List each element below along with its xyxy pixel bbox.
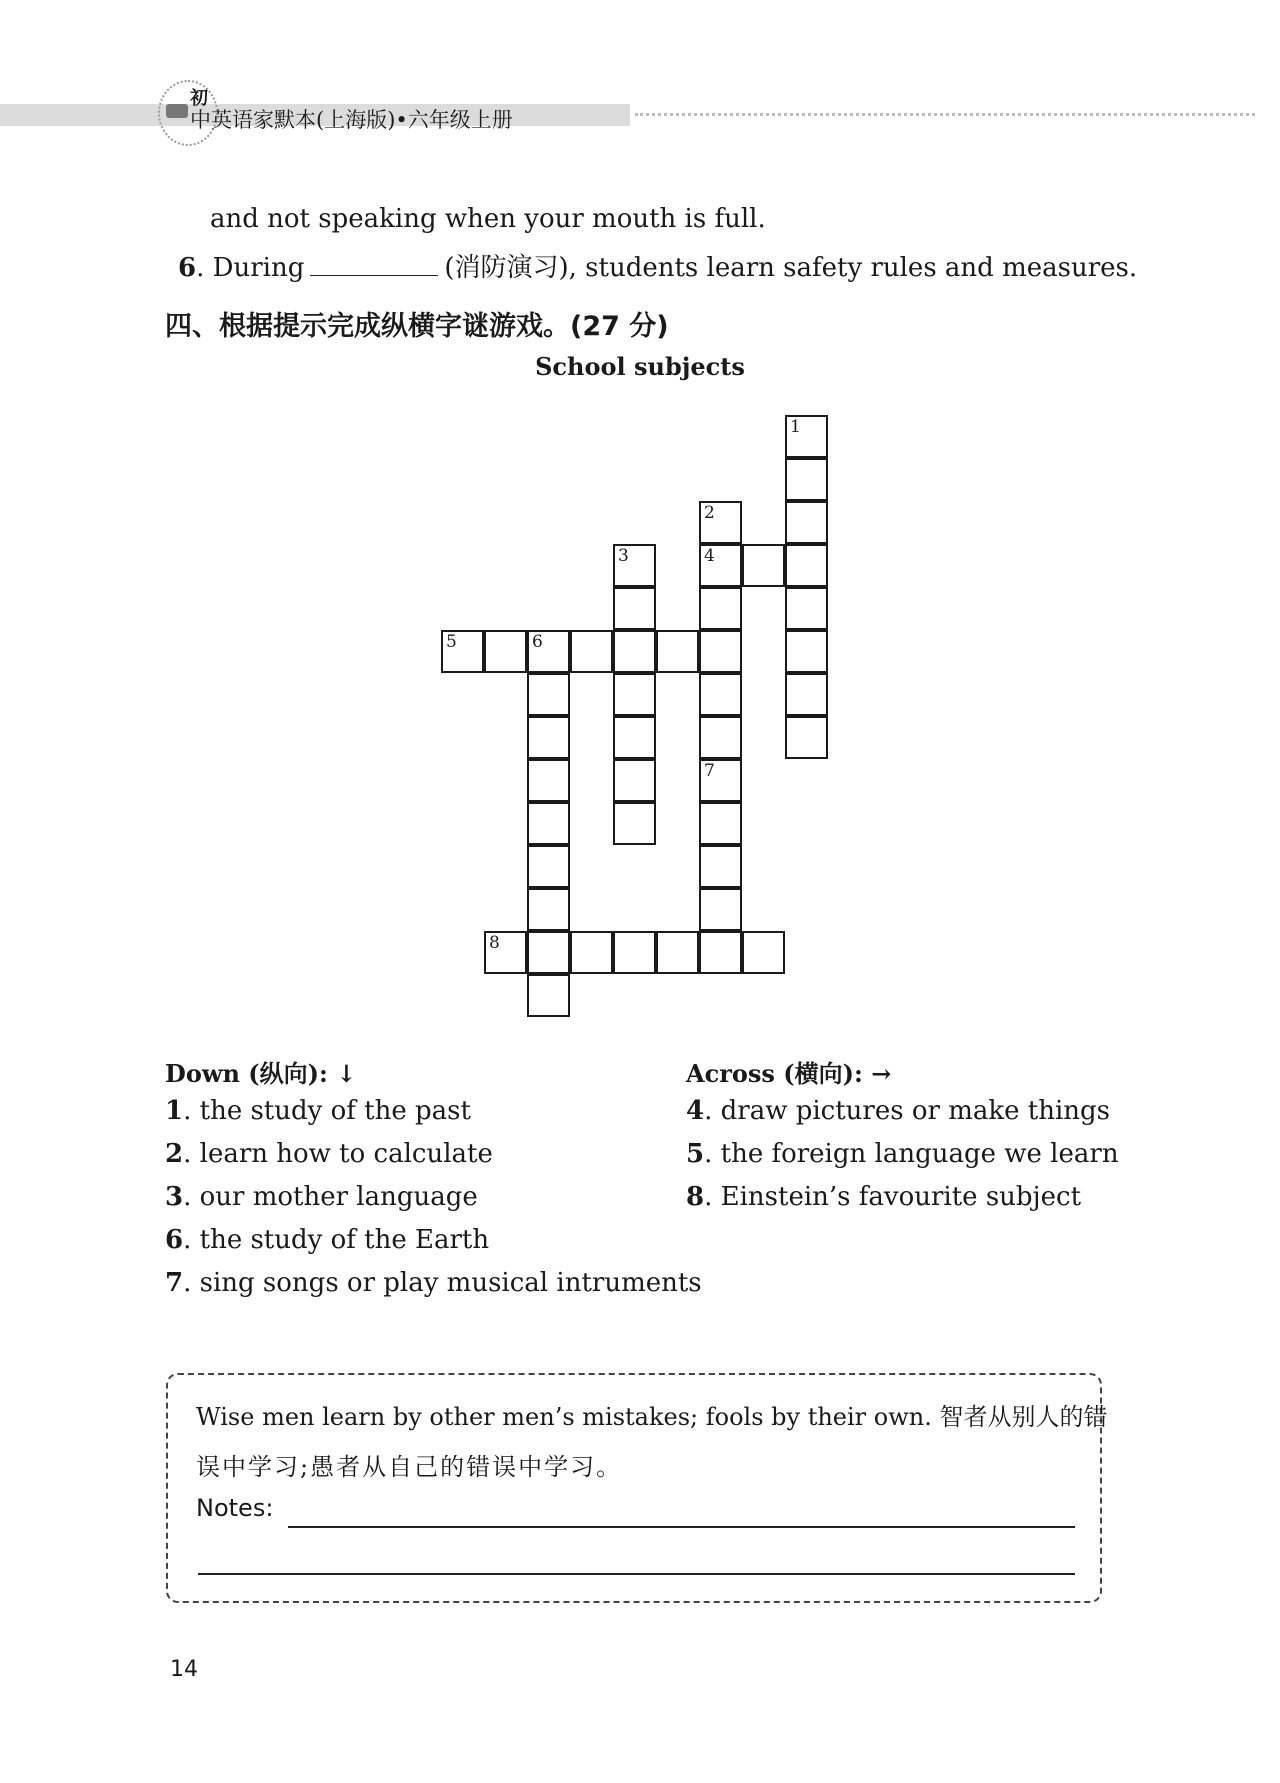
- crossword-cell[interactable]: [742, 544, 785, 587]
- crossword-cell[interactable]: [699, 802, 742, 845]
- clue-text: . the foreign language we learn: [704, 1139, 1119, 1169]
- question-text-after: (消防演习), students learn safety rules and measures.: [444, 253, 1138, 283]
- crossword-cell[interactable]: [742, 931, 785, 974]
- crossword-cell[interactable]: [613, 630, 656, 673]
- across-clue: [686, 1096, 1110, 1126]
- down-clue: [165, 1182, 478, 1212]
- crossword-cell[interactable]: [527, 931, 570, 974]
- clue-number: 7: [165, 1268, 184, 1298]
- crossword-cell[interactable]: [656, 931, 699, 974]
- crossword-cell[interactable]: [570, 931, 613, 974]
- clue-text: . the study of the Earth: [183, 1225, 490, 1255]
- section-title: 四、根据提示完成纵横字谜游戏。(27 分): [165, 311, 669, 342]
- clue-number-label: 5: [446, 632, 457, 652]
- header-badge: 初: [190, 88, 208, 109]
- crossword-cell[interactable]: [613, 544, 656, 587]
- question-text-before: . During: [196, 253, 305, 283]
- down-clue: [165, 1225, 489, 1255]
- crossword-cell[interactable]: [527, 716, 570, 759]
- crossword-cell[interactable]: [527, 888, 570, 931]
- crossword-cell[interactable]: [527, 802, 570, 845]
- clue-number-label: 7: [704, 761, 715, 781]
- clue-text: . the study of the past: [183, 1096, 471, 1126]
- header-title: 中英语家默本(上海版)•六年级上册: [190, 108, 513, 132]
- clue-number-label: 4: [704, 546, 715, 566]
- clue-number: 3: [165, 1182, 184, 1212]
- crossword-cell[interactable]: [699, 759, 742, 802]
- down-clue: [165, 1139, 493, 1169]
- notes-label: Notes:: [196, 1494, 274, 1522]
- crossword-cell[interactable]: [785, 458, 828, 501]
- crossword-cell[interactable]: [570, 630, 613, 673]
- crossword-cell[interactable]: [785, 501, 828, 544]
- clue-number-label: 3: [618, 546, 629, 566]
- crossword-cell[interactable]: [613, 716, 656, 759]
- crossword-cell[interactable]: [699, 845, 742, 888]
- quote-line-2: 误中学习;愚者从自己的错误中学习。: [196, 1453, 623, 1481]
- question-number: 6: [178, 253, 197, 283]
- crossword-cell[interactable]: [613, 673, 656, 716]
- clue-text: . sing songs or play musical intruments: [183, 1268, 702, 1298]
- crossword-cell[interactable]: [699, 587, 742, 630]
- crossword-cell[interactable]: [613, 931, 656, 974]
- crossword-cell[interactable]: [441, 630, 484, 673]
- crossword-cell[interactable]: [527, 845, 570, 888]
- clue-number-label: 1: [790, 417, 801, 437]
- crossword-cell[interactable]: [785, 716, 828, 759]
- clue-number: 8: [686, 1182, 705, 1212]
- clue-number: 4: [686, 1096, 705, 1126]
- across-clue: [686, 1139, 1119, 1169]
- crossword-cell[interactable]: [613, 802, 656, 845]
- crossword-cell[interactable]: [527, 630, 570, 673]
- crossword-cell[interactable]: [699, 544, 742, 587]
- clue-number-label: 2: [704, 503, 715, 523]
- clue-number-label: 8: [489, 933, 500, 953]
- down-clue: [165, 1096, 471, 1126]
- crossword-cell[interactable]: [785, 630, 828, 673]
- crossword-cell[interactable]: [527, 673, 570, 716]
- clue-text: . learn how to calculate: [183, 1139, 493, 1169]
- crossword-cell[interactable]: [785, 587, 828, 630]
- previous-question-continuation: and not speaking when your mouth is full.: [210, 204, 766, 234]
- crossword-cell[interactable]: [699, 888, 742, 931]
- crossword-cell[interactable]: [613, 587, 656, 630]
- clue-number: 5: [686, 1139, 705, 1169]
- crossword-cell[interactable]: [699, 630, 742, 673]
- clue-text: . draw pictures or make things: [704, 1096, 1111, 1126]
- page-number: 14: [170, 1657, 198, 1682]
- crossword-cell[interactable]: [484, 931, 527, 974]
- down-heading: Down (纵向): ↓: [165, 1059, 357, 1088]
- crossword-cell[interactable]: [527, 974, 570, 1017]
- clue-number: 2: [165, 1139, 184, 1169]
- crossword-cell[interactable]: [699, 931, 742, 974]
- clue-number: 1: [165, 1096, 184, 1126]
- quote-line-1: Wise men learn by other men’s mistakes; fools by their own. 智者从别人的错: [196, 1403, 1108, 1431]
- crossword-title: School subjects: [535, 352, 745, 381]
- clue-number-label: 6: [532, 632, 543, 652]
- crossword-cell[interactable]: [613, 759, 656, 802]
- crossword-cell[interactable]: [699, 501, 742, 544]
- crossword-cell[interactable]: [785, 673, 828, 716]
- clue-text: . our mother language: [183, 1182, 478, 1212]
- crossword-cell[interactable]: [785, 544, 828, 587]
- down-clue: [165, 1268, 702, 1298]
- crossword-cell[interactable]: [656, 630, 699, 673]
- crossword-cell[interactable]: [699, 673, 742, 716]
- crossword-cell[interactable]: [527, 759, 570, 802]
- across-heading: Across (横向): →: [686, 1059, 892, 1088]
- notes-line-1[interactable]: [288, 1526, 1075, 1528]
- crossword-cell[interactable]: [699, 716, 742, 759]
- notes-line-2[interactable]: [198, 1573, 1075, 1575]
- crossword-cell[interactable]: [484, 630, 527, 673]
- across-clue: [686, 1182, 1081, 1212]
- crossword-cell[interactable]: [785, 415, 828, 458]
- clue-text: . Einstein’s favourite subject: [704, 1182, 1082, 1212]
- clue-number: 6: [165, 1225, 184, 1255]
